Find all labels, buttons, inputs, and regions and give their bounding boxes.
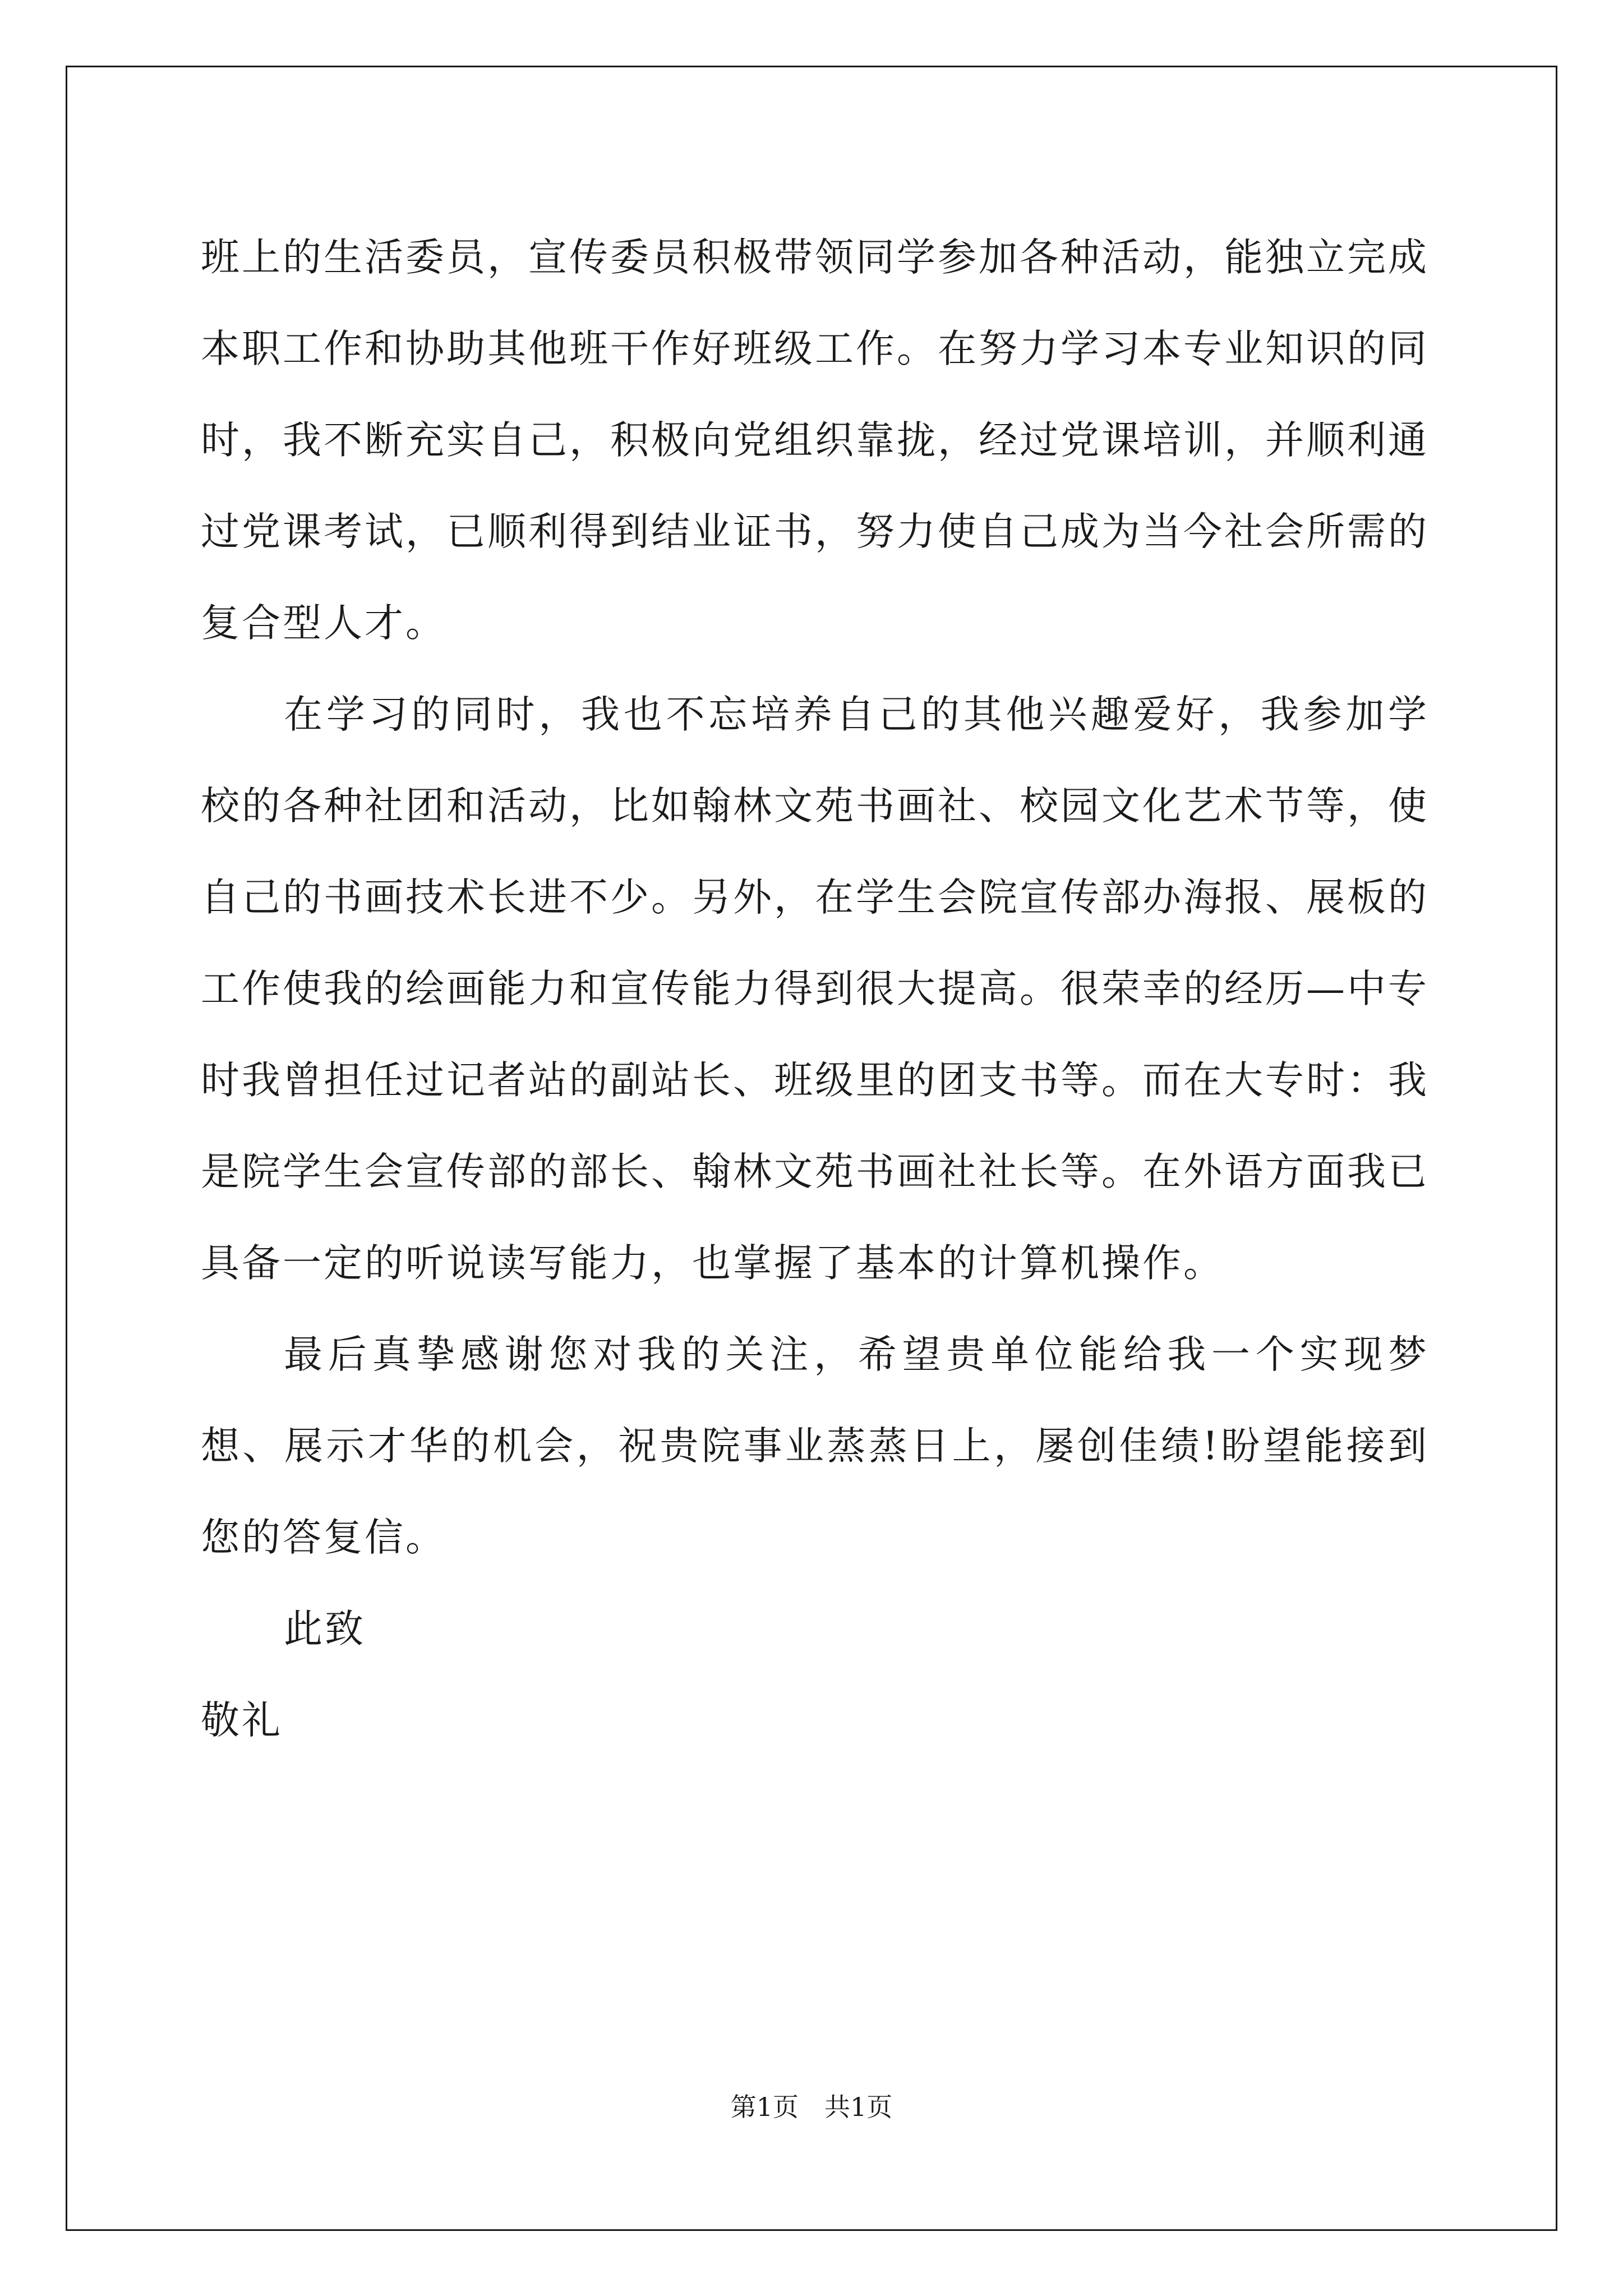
letter-body [201, 212, 1429, 1766]
paragraph-2: 在学习的同时，我也不忘培养自己的其他兴趣爱好，我参加学校的各种社团和活动，比如翰林文苑书画社、校园文化艺术节等，使自己的书画技术长进不少。另外，在学生会院宣传部办海报、展板的工作使我的绘画能力和宣传能力得到很大提高。很荣幸的经历—中专时我曾担任过记者站的副站长、班级里的团支书等。而在大专时：我是院学生会宣传部的部长、翰林文苑书画社社长等。在外语方面我已具备一定的听说读写能力，也掌握了基本的计算机操作。 [201, 692, 1429, 1286]
closing: 敬礼 [201, 1698, 283, 1743]
page-footer: 第1页 共1页 [730, 2092, 893, 2122]
paragraph-3: 最后真挚感谢您对我的关注，希望贵单位能给我一个实现梦想、展示才华的机会，祝贵院事业蒸蒸日上，屡创佳绩!盼望能接到您的答复信。 [201, 1332, 1429, 1560]
paragraph-1: 班上的生活委员，宣传委员积极带领同学参加各种活动，能独立完成本职工作和协助其他班干作好班级工作。在努力学习本专业知识的同时，我不断充实自己，积极向党组织靠拢，经过党课培训，并顺利通过党课考试，已顺利得到结业证书，努力使自己成为当今社会所需的复合型人才。 [201, 235, 1429, 646]
salutation: 此致 [284, 1607, 366, 1651]
